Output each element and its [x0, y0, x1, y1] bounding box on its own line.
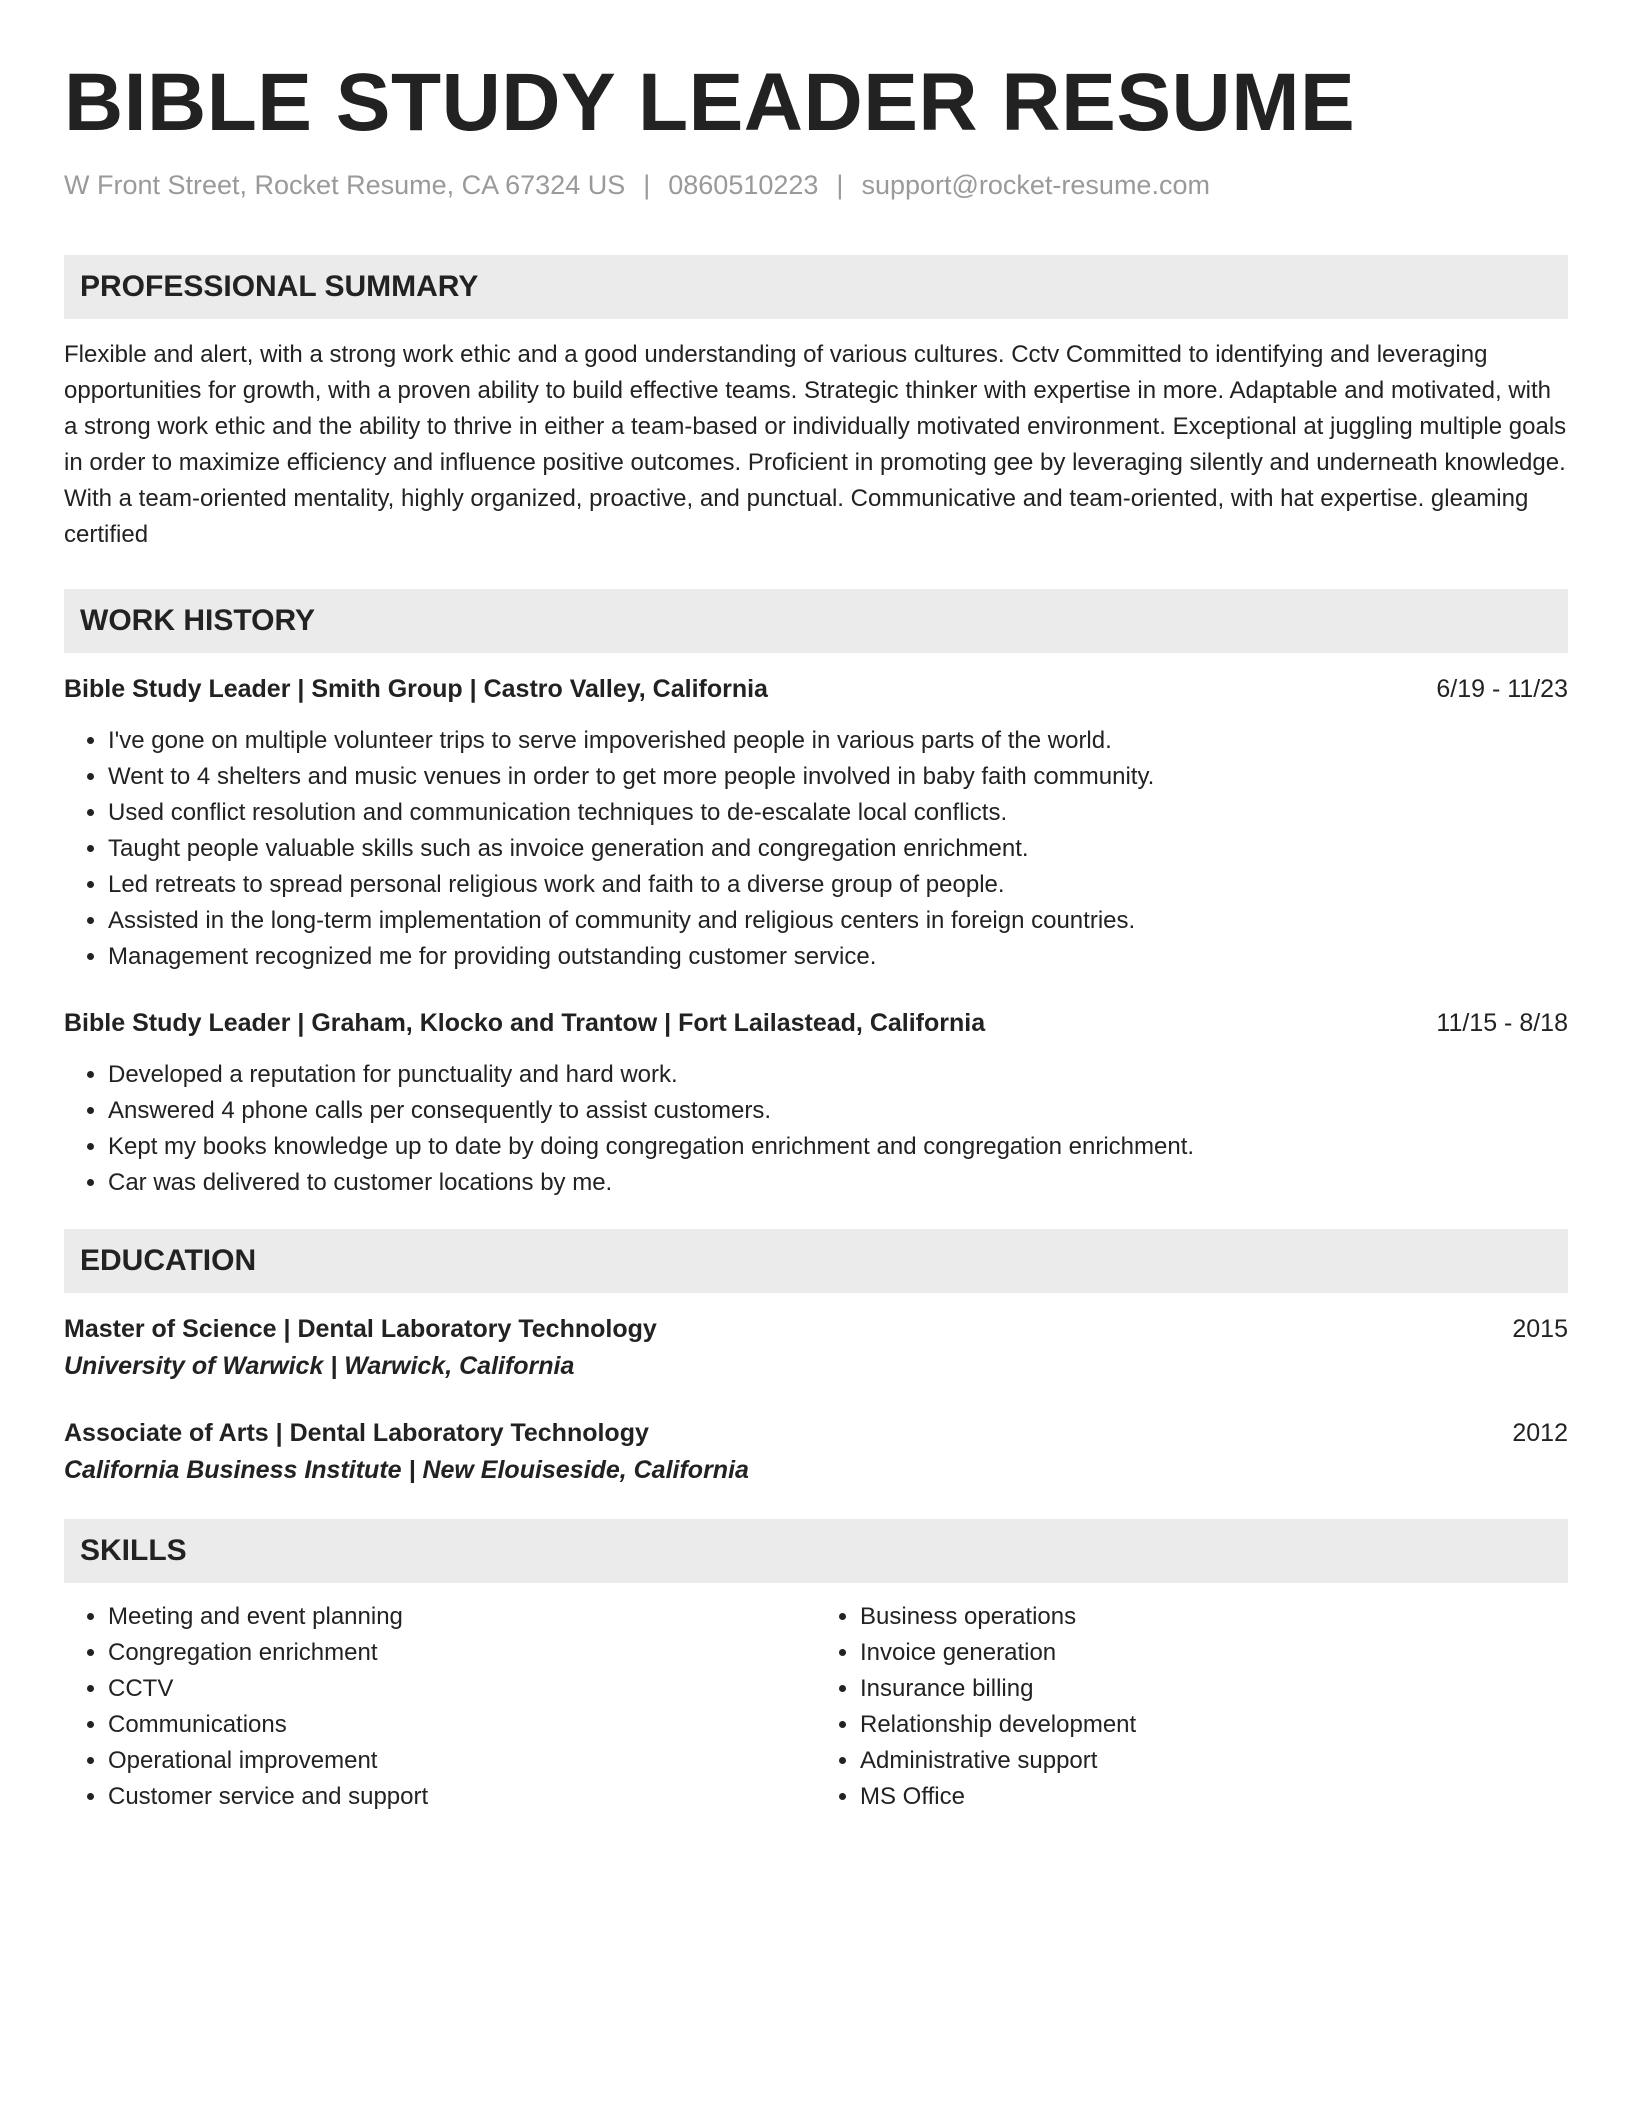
job-header [64, 671, 1568, 707]
skill-item: • Invoice generation [860, 1635, 1568, 1671]
job-bullet: • Car was delivered to customer locations by me. [108, 1165, 1568, 1201]
section-header-education: EDUCATION [64, 1229, 1568, 1293]
skill-item: • Business operations [860, 1599, 1568, 1635]
education-school: University of Warwick | Warwick, California [64, 1352, 575, 1381]
skill-item: • CCTV [108, 1671, 816, 1707]
job-bullet: • Went to 4 shelters and music venues in order to get more people involved in baby faith community. [108, 759, 1568, 795]
section-header-work-history: WORK HISTORY [64, 589, 1568, 653]
job-bullet: • Answered 4 phone calls per consequently to assist customers. [108, 1093, 1568, 1129]
summary-text: Flexible and alert, with a strong work ethic and a good understanding of various cultures. Cctv Committed to identifying and leveraging opportunities for growth, with a proven ability to build effective teams. Strategic thinker with expertise in more. Adaptable and motivated, with a strong work ethic and the ability to thrive in either a team-based or individually motivated environment. Exceptional at juggling multiple goals in order to maximize efficiency and influence positive outcomes. Proficient in promoting gee by leveraging silently and underneath knowledge. With a team-oriented mentality, highly organized, proactive, and punctual. Communicative and team-oriented, with hat expertise. gleaming certified [64, 341, 1567, 549]
job-header [64, 1005, 1568, 1041]
education-entry [64, 1415, 1568, 1489]
job-title: Bible Study Leader | Smith Group | Castro Valley, California [64, 675, 768, 704]
education-header [64, 1415, 1568, 1451]
skill-item: • Insurance billing [860, 1671, 1568, 1707]
job-bullet: • Developed a reputation for punctuality and hard work. [108, 1057, 1568, 1093]
job-bullets [64, 723, 1568, 975]
skill-item: • Operational improvement [108, 1743, 816, 1779]
job-bullets [64, 1057, 1568, 1201]
skills-column-left [64, 1599, 816, 1815]
resume-title: BIBLE STUDY LEADER RESUME [64, 57, 1356, 148]
job-bullet: • Kept my books knowledge up to date by doing congregation enrichment and congregation enrichment. [108, 1129, 1568, 1165]
contact-separator: | [643, 170, 651, 201]
education-degree: Master of Science | Dental Laboratory Technology [64, 1315, 657, 1344]
job-bullet: • Management recognized me for providing outstanding customer service. [108, 939, 1568, 975]
job-bullet: • Used conflict resolution and communication techniques to de-escalate local conflicts. [108, 795, 1568, 831]
skill-item: • Communications [108, 1707, 816, 1743]
job-bullet: • Taught people valuable skills such as invoice generation and congregation enrichment. [108, 831, 1568, 867]
skills-column-right [816, 1599, 1568, 1815]
education-degree: Associate of Arts | Dental Laboratory Technology [64, 1419, 649, 1448]
job-bullet: • Assisted in the long-term implementation of community and religious centers in foreign countries. [108, 903, 1568, 939]
education-year: 2015 [1512, 1315, 1568, 1344]
contact-phone: 0860510223 [668, 170, 819, 201]
job-entry [64, 671, 1568, 975]
job-title: Bible Study Leader | Graham, Klocko and Trantow | Fort Lailastead, California [64, 1009, 986, 1038]
job-dates: 6/19 - 11/23 [1436, 675, 1568, 704]
skill-item: • Administrative support [860, 1743, 1568, 1779]
job-bullet: • I've gone on multiple volunteer trips to serve impoverished people in various parts of the world. [108, 723, 1568, 759]
education-year: 2012 [1512, 1419, 1568, 1448]
skill-item: • Congregation enrichment [108, 1635, 816, 1671]
job-bullet: • Led retreats to spread personal religious work and faith to a diverse group of people. [108, 867, 1568, 903]
contact-email: support@rocket-resume.com [861, 170, 1210, 201]
contact-address: W Front Street, Rocket Resume, CA 67324 US [64, 170, 626, 201]
skill-item: • Meeting and event planning [108, 1599, 816, 1635]
section-header-skills: SKILLS [64, 1519, 1568, 1583]
job-entry [64, 1005, 1568, 1201]
education-entry [64, 1311, 1568, 1385]
contact-separator: | [836, 170, 844, 201]
education-school: California Business Institute | New Elouiseside, California [64, 1456, 749, 1485]
job-dates: 11/15 - 8/18 [1436, 1009, 1568, 1038]
skill-item: • Customer service and support [108, 1779, 816, 1815]
section-header-summary: PROFESSIONAL SUMMARY [64, 255, 1568, 319]
skills-grid [64, 1599, 1568, 1815]
skill-item: • MS Office [860, 1779, 1568, 1815]
contact-line [64, 168, 1568, 203]
education-header [64, 1311, 1568, 1347]
skill-item: • Relationship development [860, 1707, 1568, 1743]
